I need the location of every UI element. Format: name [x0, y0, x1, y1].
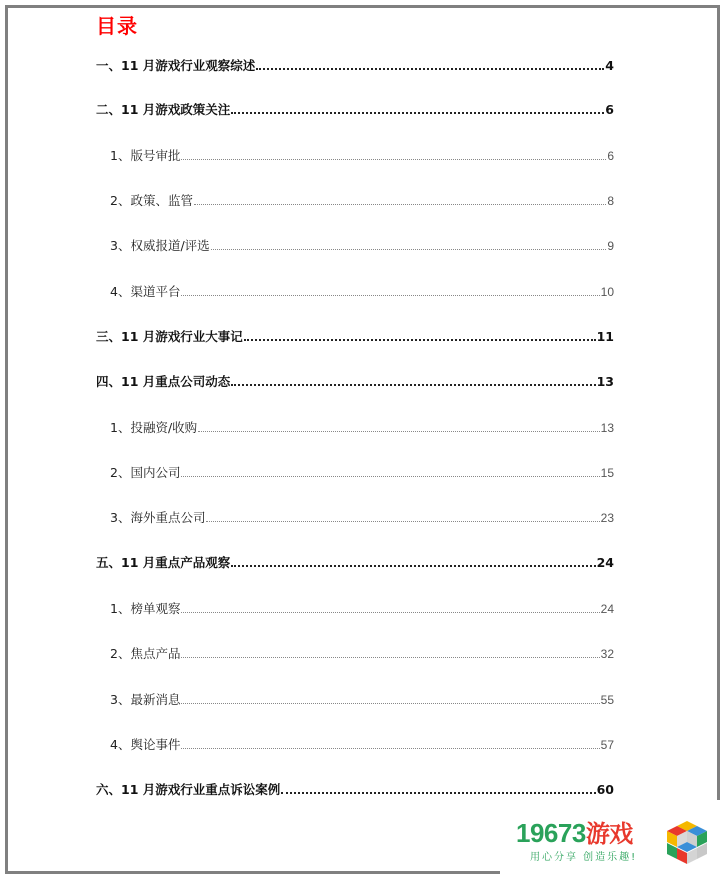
dot-leader	[231, 111, 604, 114]
dot-leader	[244, 338, 596, 341]
toc-entry-page: 60	[596, 782, 614, 797]
toc-entry-page: 15	[600, 466, 614, 480]
toc-entry[interactable]	[96, 463, 614, 481]
toc-entry-page: 6	[605, 102, 614, 117]
cube-logo-icon	[663, 819, 711, 867]
toc-entry-page: 57	[600, 738, 614, 752]
dot-leader	[181, 294, 599, 296]
toc-entry-page: 8	[607, 194, 614, 208]
toc-entry-label: 六、11 月游戏行业重点诉讼案例	[96, 782, 281, 797]
dot-leader	[198, 430, 599, 432]
toc-entry-label: 二、11 月游戏政策关注	[96, 102, 231, 117]
dot-leader	[181, 611, 599, 613]
dot-leader	[181, 702, 599, 704]
dot-leader	[181, 747, 599, 749]
toc-entry-label: 1、榜单观察	[110, 601, 181, 616]
dot-leader	[206, 520, 599, 522]
toc-entry-page: 10	[600, 285, 614, 299]
toc-entry[interactable]	[96, 644, 614, 662]
toc-entry-page: 9	[607, 239, 614, 253]
toc-entry-label: 三、11 月游戏行业大事记	[96, 329, 243, 344]
logo-wordmark	[516, 814, 633, 849]
toc-entry[interactable]	[96, 508, 614, 526]
toc-entry-page: 13	[600, 421, 614, 435]
toc-entry-label: 3、海外重点公司	[110, 510, 206, 525]
toc-entry[interactable]	[96, 735, 614, 753]
toc-entry-label: 一、11 月游戏行业观察综述	[96, 58, 256, 73]
toc-entry-page: 11	[596, 329, 614, 344]
dot-leader	[181, 656, 599, 658]
toc-entry[interactable]	[96, 146, 614, 164]
toc-entry[interactable]	[96, 327, 614, 345]
toc-entry-page: 13	[596, 374, 614, 389]
toc-entry-page: 4	[605, 58, 614, 73]
toc-entry[interactable]	[96, 100, 614, 118]
toc-entry-label: 五、11 月重点产品观察	[96, 555, 231, 570]
toc-entry[interactable]	[96, 599, 614, 617]
toc-entry-page: 32	[600, 647, 614, 661]
toc-entry-label: 四、11 月重点公司动态	[96, 374, 231, 389]
toc-entry-label: 4、舆论事件	[110, 737, 181, 752]
toc-entry-page: 24	[600, 602, 614, 616]
toc-entry[interactable]	[96, 236, 614, 254]
toc-entry-label: 3、权威报道/评选	[110, 238, 210, 253]
toc-entry-label: 3、最新消息	[110, 692, 181, 707]
toc-entry-label: 2、国内公司	[110, 465, 181, 480]
toc-entry-page: 24	[596, 555, 614, 570]
dot-leader	[281, 791, 595, 794]
logo-cn: 游戏	[585, 821, 633, 848]
toc-entry[interactable]	[96, 191, 614, 209]
dot-leader	[211, 248, 607, 250]
toc-entry-label: 2、焦点产品	[110, 646, 181, 661]
watermark-logo	[500, 800, 726, 876]
toc-entry[interactable]	[96, 372, 614, 390]
toc-title: 目录	[96, 14, 138, 38]
toc-entry-page: 55	[600, 693, 614, 707]
toc-entry-label: 2、政策、监管	[110, 193, 193, 208]
dot-leader	[231, 383, 595, 386]
toc-entry[interactable]	[96, 780, 614, 798]
dot-leader	[181, 158, 606, 160]
toc-entry-label: 1、版号审批	[110, 148, 181, 163]
dot-leader	[194, 203, 606, 205]
logo-number: 19673	[516, 818, 586, 848]
dot-leader	[256, 67, 604, 70]
toc-entry[interactable]	[96, 282, 614, 300]
logo-slogan: 用心分享 创造乐趣!	[530, 852, 638, 863]
toc-entry-label: 4、渠道平台	[110, 284, 181, 299]
toc-entry-label: 1、投融资/收购	[110, 420, 198, 435]
toc-entry[interactable]	[96, 56, 614, 74]
toc-entry[interactable]	[96, 418, 614, 436]
toc-entry-page: 6	[607, 149, 614, 163]
toc-entry-page: 23	[600, 511, 614, 525]
dot-leader	[231, 564, 595, 567]
dot-leader	[181, 475, 599, 477]
toc-entry[interactable]	[96, 690, 614, 708]
toc-entry[interactable]	[96, 553, 614, 571]
